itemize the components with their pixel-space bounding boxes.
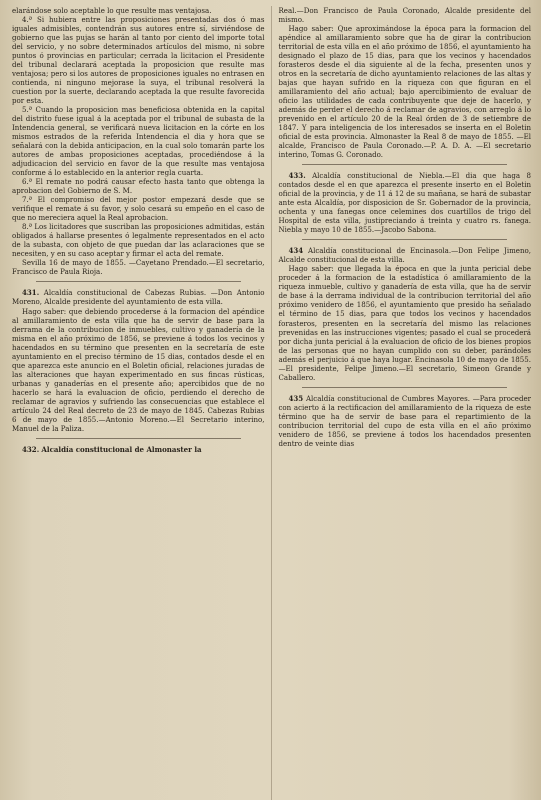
left-column [12,6,265,800]
notice-number: 431. [22,288,40,298]
rule-6: 6.ª El remate no podrá causar efecto hasta tanto que obtenga la aprobacion del Gobierno de S. M. [12,177,265,196]
notice-431-heading [12,288,265,306]
notice-432-continuation: Real.—Don Francisco de Paula Coronado, Alcalde presidente del mismo. [278,6,531,25]
divider [302,387,507,388]
notice-432-body: Hago saber: Que aproximándose la época para la formacion del apéndice al amillaramiento sobre que ha de girar la contribucion territorial de esta villa en el año próximo de 1856, el ayuntamiento ha designado el plazo de 15 dias, para que los vecinos y hacendados forasteros desde el dia siguiente al de la fecha, presenten unos y otros en la secretaría de dicho ayuntamiento relaciones de las altas y bajas que hayan sufrido en la riqueza con que figuran en el amillaramiento del año actual; bajo apercibimiento de evaluar de oficio las utilidades de cada contribuyente que deje de hacerlo, y además de perder el derecho á reclamar de agravios, con arreglo á lo prevenido en el artículo 20 de la Real órden de 3 de setiembre de 1847. Y para inteligencia de los interesados se inserta en el Boletin oficial de esta provincia. Almonaster la Real 8 de mayo de 1855. —El alcalde, Francisco de Paula Coronado.—P. A. D. A. —El secretario interino, Tomas G. Coronado. [278,24,531,160]
notice-435 [278,394,531,448]
notice-title: Alcaldía constitucional de Encinasola.—Don Felipe Jimeno, Alcalde constitucional de esta villa. [278,246,531,265]
notice-text: Alcaldía constitucional de Niebla.—El dia que haga 8 contados desde el en que aparezca el presente inserto en el Boletin oficial de la provincia, y de 11 á 12 de su mañana, se hará de subastar ante esta Alcaldía, por disposicion de Sr. Gobernador de la provincia, ochenta y una fanegas once celemines dos cuartillos de trigo del Hospital de esta villa, justipreciando á treinta y cuatro rs. fanega. Niebla y mayo 10 de 1855.—Jacobo Sabona. [278,171,531,235]
rule-7: 7.ª El compromiso del mejor postor empezará desde que se verifique el remate á su favor, y solo cesará su empeño en el caso de que no mereciera aquel la Real aprobacion. [12,195,265,223]
rule-5: 5.ª Cuando la proposicion mas beneficiosa obtenida en la capital del distrito fuese igual á la aceptada por el tribunal de subasta de la Intendencia general, se verificará nueva licitacion en la córte en los mismos estrados de la referida Intendencia el dia y hora que se señalará con la debida anticipacion, en la cual solo tomarán parte los autores de ambas proposiciones aceptadas, procediéndose á la adjudicacion del servicio en favor de la que resulte mas ventajosa conforme á lo establecido en la anterior regla cuarta. [12,105,265,178]
notice-title: Alcaldía constitucional de Almonaster la [41,444,202,454]
notice-number: 432. [22,444,40,454]
notice-number: 434 [288,246,304,256]
notice-433 [278,171,531,234]
divider [302,164,507,165]
right-column [278,6,531,800]
notice-number: 433. [288,171,306,181]
rule-4: 4.ª Si hubiera entre las proposiciones presentadas dos ó mas iguales admisibles, contendrán sus autores entre sí, sirviéndose de gobierno que las pujas se harán al tanto por ciento del importe total del servicio, y no sobre determinados artículos del mismo, ni sobre puntos ó provincias en particular; cerrada la licitacion el Presidente del tribunal declarará aceptada la proposicion que resulte mas ventajosa; pero si los autores de proposiciones iguales no entrasen en contienda, ni ninguno mejorase la suya, el tribunal resolverá la cuestion por la suerte, declarando aceptada la que resulte favorecida por esta. [12,15,265,106]
divider [302,239,507,240]
two-column-body [12,6,531,800]
column-rule [271,6,273,800]
notice-number: 435 [288,393,304,403]
rule-8: 8.ª Los licitadores que suscriban las proposiciones admitidas, están obligados á hallarse presentes ó legalmente representados en el acto de la subasta, con objeto de que puedan dar las aclaraciones que se necesiten, y en su caso aceptar y firmar el acta del remate. [12,222,265,259]
notice-432-heading [12,445,265,454]
divider [36,438,241,439]
divider [36,281,241,282]
signature-sevilla: Sevilla 16 de mayo de 1855. —Cayetano Prendado.—El secretario, Francisco de Paula Rioja. [12,258,265,277]
notice-431-body: Hago saber: que debiendo procederse á la formacion del apéndice al amillaramiento de esta villa que ha de servir de base para la derrama de la contribucion de inmuebles, cultivo y ganadería de la misma en el año próximo de 1856, se previene á todos los vecinos y hacendados en su término que presenten en la secretaría de este ayuntamiento en el preciso término de 15 dias, contados desde el en que aparezca este anuncio en el Boletin oficial, relaciones juradas de las alteraciones que hayan experimentado en sus fincas rústicas, urbanas y ganaderías en el presente año; apercibidos que de no hacerlo se hará la evaluacion de oficio, perdiendo el derecho de reclamar de agravios y sufriendo las consecuencias que establece el artículo 24 del Real decreto de 23 de mayo de 1845. Cabezas Rubias 6 de mayo de 1855.—Antonio Moreno.—El Secretario interino, Manuel de la Paliza. [12,306,265,433]
notice-title: Alcaldía constitucional de Cabezas Rubias. —Don Antonio Moreno, Alcalde presidente del ayuntamiento de esta villa. [12,288,265,307]
notice-434-heading [278,246,531,264]
notice-text: Alcaldía constitucional de Cumbres Mayores. —Para proceder con acierto á la rectificacion del amillaramiento de la riqueza de este término que ha de servir de base para el repartimiento de la contribucion territorial del cupo de esta villa en el año próximo venidero de 1856, se previene á todos los hacendados presenten dentro de veinte dias [278,393,531,448]
notice-434-body: Hago saber: que llegada la época en que la junta pericial debe proceder á la formacion de la estadística ó amillaramiento de la riqueza inmueble, cultivo y ganadería de esta villa, que ha de servir de base á la derrama individual de la contribucion territorial del año próximo venidero de 1856, el ayuntamiento que presido ha señalado el término de 15 dias, para que todos los vecinos y hacendados forasteros, presenten en la secretaría del mismo las relaciones prevenidas en las instrucciones vigentes; pasado el cual se procederá por dicha junta pericial á la evaluacion de oficio de los bienes propios de las personas que no hayan cumplido con su deber, parándoles además el perjuicio á que haya lugar. Encinasola 10 de mayo de 1855.—El presidente, Felipe Jimeno.—El secretario, Simeon Grande y Caballero. [278,264,531,382]
paragraph-top: elarándose solo aceptable lo que resulte mas ventajosa. [12,6,212,15]
